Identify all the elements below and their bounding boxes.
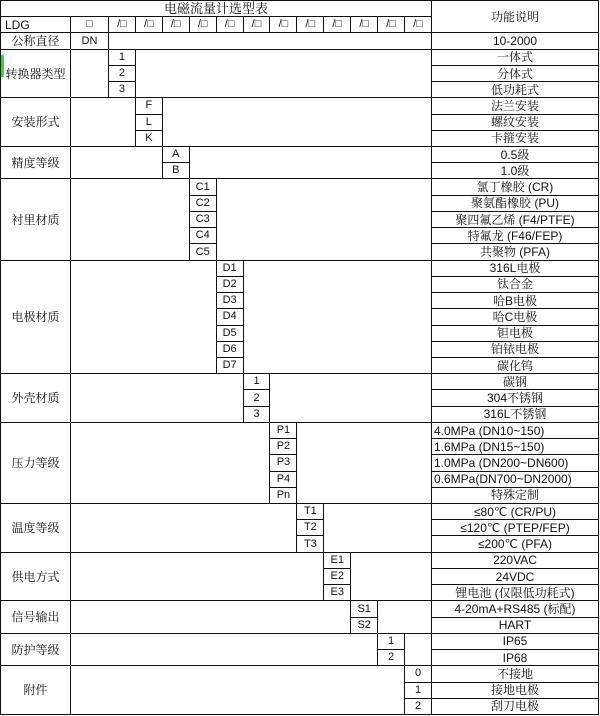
diameter-label: 公称直径: [1, 33, 71, 49]
function-desc: 低功耗式: [432, 82, 599, 98]
code-cell: D7: [217, 358, 244, 374]
code-cell: P4: [270, 472, 297, 488]
filler-cell: [71, 601, 351, 633]
function-desc: 刮刀电极: [432, 699, 599, 715]
function-desc: 分体式: [432, 66, 599, 82]
filler-cell: [71, 666, 405, 715]
function-desc: 锂电池 (仅限低功耗式): [432, 585, 599, 601]
code-cell: A: [163, 147, 190, 163]
function-desc: IP68: [432, 650, 599, 666]
code-cell: 1: [109, 50, 136, 66]
filler-cell: [71, 553, 324, 602]
category-label: 附件: [1, 666, 71, 715]
code-cell: P1: [270, 423, 297, 439]
code-cell: C2: [190, 196, 217, 212]
function-desc: 特氟龙 (F46/FEP): [432, 228, 599, 244]
function-desc: 0.5级: [432, 147, 599, 163]
code-cell: D6: [217, 342, 244, 358]
model-slot-box: /□: [136, 17, 163, 33]
code-cell: D3: [217, 293, 244, 309]
category-label: 衬里材质: [1, 179, 71, 260]
function-desc: 聚氨酯橡胶 (PU): [432, 196, 599, 212]
function-desc: 316L电极: [432, 261, 599, 277]
function-column-header: 功能说明: [432, 1, 599, 33]
function-desc: 氯丁橡胶 (CR): [432, 179, 599, 195]
code-cell: P2: [270, 439, 297, 455]
filler-cell: [190, 147, 432, 179]
code-cell: D2: [217, 277, 244, 293]
function-desc: 哈B电极: [432, 293, 599, 309]
model-slot-box: /□: [190, 17, 217, 33]
category-label: 压力等级: [1, 423, 71, 504]
filler-cell: [71, 179, 190, 260]
code-cell: 1: [405, 683, 432, 699]
code-cell: 1: [378, 634, 405, 650]
code-cell: 0: [405, 666, 432, 682]
code-cell: 2: [244, 390, 271, 406]
filler-cell: [71, 261, 217, 375]
function-desc: 0.6MPa(DN700~DN2000): [432, 472, 599, 488]
function-desc: 共聚物 (PFA): [432, 244, 599, 260]
filler-cell: [217, 179, 432, 260]
filler-cell: [109, 33, 432, 49]
function-desc: 法兰安装: [432, 98, 599, 114]
model-slot-box: /□: [405, 17, 432, 33]
code-cell: Pn: [270, 488, 297, 504]
filler-cell: [244, 261, 432, 375]
function-desc: 接地电极: [432, 683, 599, 699]
code-cell: C4: [190, 228, 217, 244]
code-cell: 2: [378, 650, 405, 666]
table-title: 电磁流量计选型表: [1, 1, 432, 17]
diameter-code: DN: [71, 33, 109, 49]
filler-cell: [71, 634, 378, 666]
diameter-desc: 10-2000: [432, 33, 599, 49]
code-cell: K: [136, 131, 163, 147]
code-cell: 3: [109, 82, 136, 98]
code-cell: 1: [244, 374, 271, 390]
code-cell: S2: [351, 618, 378, 634]
function-desc: 316L不锈钢: [432, 407, 599, 423]
code-cell: B: [163, 163, 190, 179]
category-label: 安装形式: [1, 98, 71, 147]
code-cell: E1: [324, 553, 351, 569]
filler-cell: [270, 374, 432, 423]
model-slot-box: /□: [378, 17, 405, 33]
code-cell: 3: [244, 407, 271, 423]
function-desc: 聚四氟乙烯 (F4/PTFE): [432, 212, 599, 228]
scan-artifact: [1, 55, 4, 77]
function-desc: ≤120℃ (PTEP/FEP): [432, 520, 599, 536]
filler-cell: [71, 423, 270, 504]
code-cell: S1: [351, 601, 378, 617]
function-desc: 碳钢: [432, 374, 599, 390]
code-cell: E2: [324, 569, 351, 585]
category-label: 防护等级: [1, 634, 71, 666]
code-cell: E3: [324, 585, 351, 601]
code-cell: T2: [297, 520, 324, 536]
filler-cell: [71, 147, 163, 179]
code-cell: D4: [217, 309, 244, 325]
function-desc: 一体式: [432, 50, 599, 66]
function-desc: 特殊定制: [432, 488, 599, 504]
model-slot-box: /□: [217, 17, 244, 33]
filler-cell: [71, 50, 109, 99]
code-cell: T1: [297, 504, 324, 520]
function-desc: 4.0MPa (DN10~150): [432, 423, 599, 439]
function-desc: IP65: [432, 634, 599, 650]
function-desc: 24VDC: [432, 569, 599, 585]
category-label: 外壳材质: [1, 374, 71, 423]
code-cell: T3: [297, 536, 324, 552]
function-desc: 1.0级: [432, 163, 599, 179]
function-desc: 铂铱电极: [432, 342, 599, 358]
code-cell: L: [136, 115, 163, 131]
code-cell: D1: [217, 261, 244, 277]
function-desc: ≤200℃ (PFA): [432, 536, 599, 552]
function-desc: HART: [432, 618, 599, 634]
function-desc: 碳化钨: [432, 358, 599, 374]
filler-cell: [324, 504, 432, 553]
code-cell: C3: [190, 212, 217, 228]
filler-cell: [71, 504, 297, 553]
model-slot-box: /□: [163, 17, 190, 33]
model-slot-box: /□: [109, 17, 136, 33]
function-desc: 4-20mA+RS485 (标配): [432, 601, 599, 617]
category-label: 信号输出: [1, 601, 71, 633]
function-desc: 哈C电极: [432, 309, 599, 325]
model-slot-box: /□: [244, 17, 271, 33]
filler-cell: [71, 98, 136, 147]
filler-cell: [163, 98, 432, 147]
model-prefix: LDG: [1, 17, 71, 33]
filler-cell: [71, 374, 244, 423]
filler-cell: [136, 50, 432, 99]
code-cell: F: [136, 98, 163, 114]
function-desc: 卡箍安装: [432, 131, 599, 147]
function-desc: 220VAC: [432, 553, 599, 569]
filler-cell: [351, 553, 432, 602]
model-slot-box: /□: [270, 17, 297, 33]
code-cell: P3: [270, 455, 297, 471]
filler-cell: [378, 601, 432, 633]
filler-cell: [405, 634, 432, 666]
function-desc: 1.0MPa (DN200~DN600): [432, 455, 599, 471]
function-desc: 钛合金: [432, 277, 599, 293]
category-label: 转换器类型: [1, 50, 71, 99]
category-label: 供电方式: [1, 553, 71, 602]
model-slot-box: /□: [324, 17, 351, 33]
category-label: 电极材质: [1, 261, 71, 375]
code-cell: 2: [109, 66, 136, 82]
code-cell: C1: [190, 179, 217, 195]
function-desc: ≤80℃ (CR/PU): [432, 504, 599, 520]
category-label: 温度等级: [1, 504, 71, 553]
filler-cell: [297, 423, 432, 504]
code-cell: 2: [405, 699, 432, 715]
function-desc: 钽电极: [432, 326, 599, 342]
code-cell: C5: [190, 244, 217, 260]
function-desc: 螺纹安装: [432, 115, 599, 131]
model-first-box: □: [71, 17, 109, 33]
model-slot-box: /□: [351, 17, 378, 33]
function-desc: 不接地: [432, 666, 599, 682]
category-label: 精度等级: [1, 147, 71, 179]
function-desc: 1.6MPa (DN15~150): [432, 439, 599, 455]
model-slot-box: /□: [297, 17, 324, 33]
code-cell: D5: [217, 326, 244, 342]
function-desc: 304不锈钢: [432, 390, 599, 406]
